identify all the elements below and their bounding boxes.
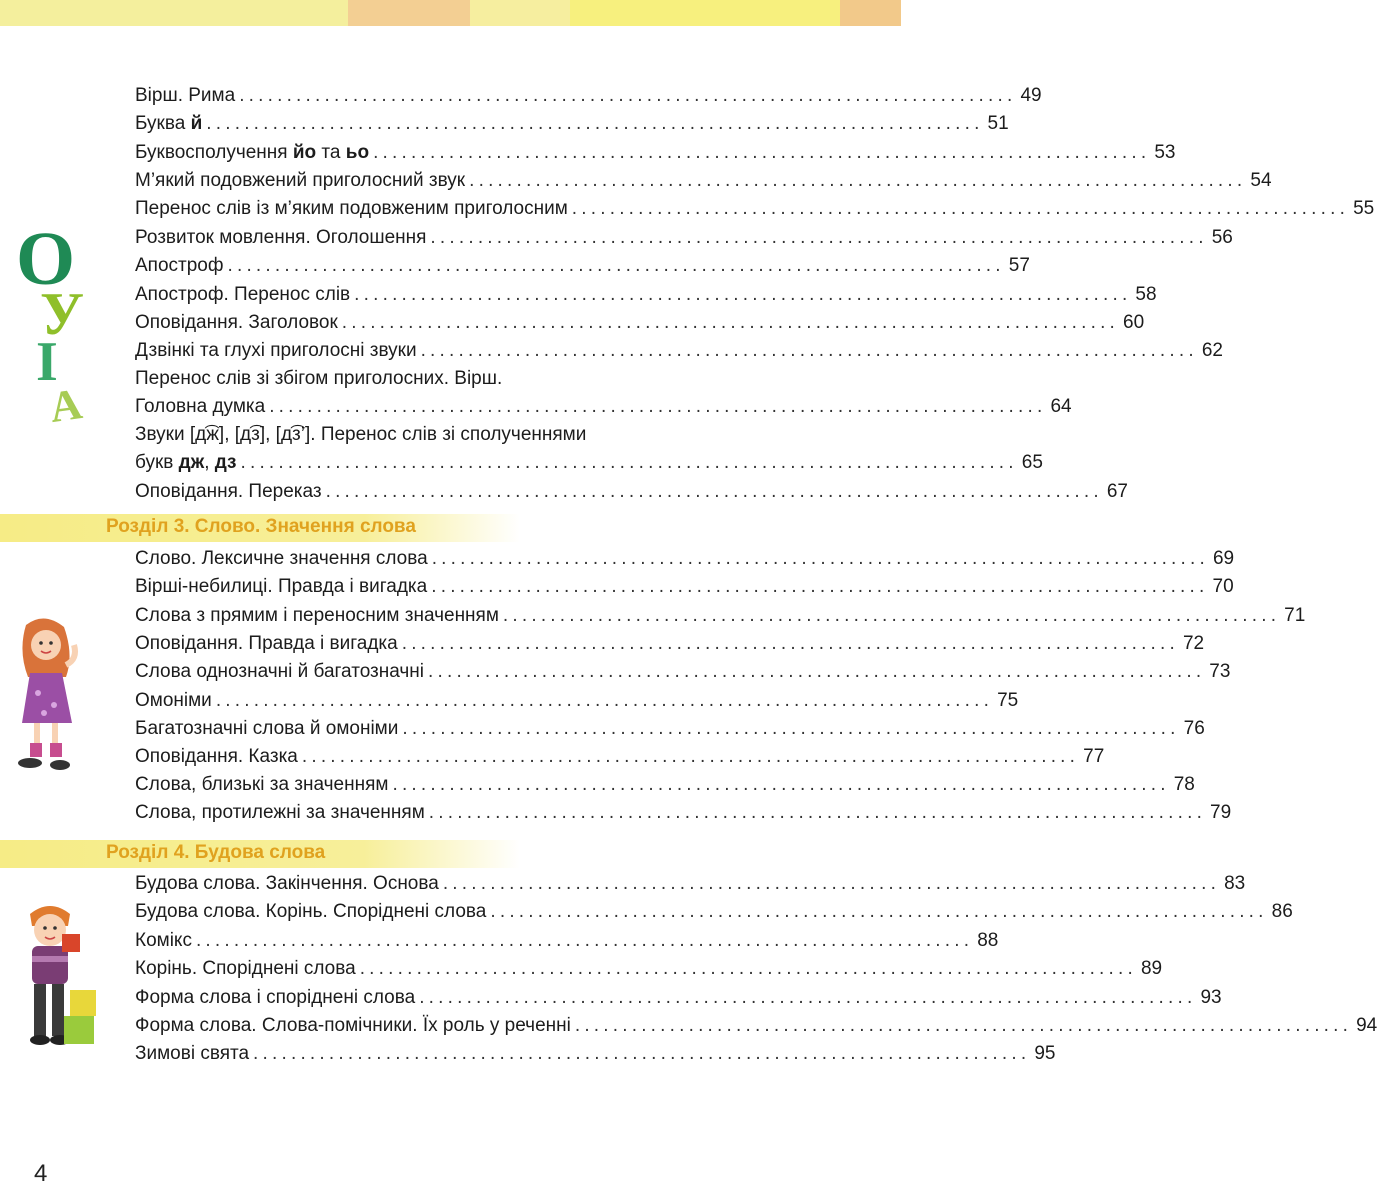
toc-item[interactable]: Буквосполучення йо та ьо .................................................................................. 53 [135,142,1176,163]
toc-item[interactable]: Оповідання. Правда і вигадка .................................................................................. 72 [135,633,1205,654]
toc-item[interactable]: Слово. Лексичне значення слова .................................................................................. 69 [135,548,1235,569]
toc-item[interactable]: Будова слова. Корінь. Споріднені слова .................................................................................. 86 [135,901,1293,922]
letter-u: У [40,281,85,347]
toc-item[interactable]: Буква й .................................................................................. 51 [135,113,1009,134]
toc-item-line1[interactable]: Звуки [д͡ж], [д͡з], [д͡з’]. Перенос слів зі сполученнями [135,424,587,445]
toc-item[interactable]: Слова, протилежні за значенням .................................................................................. 79 [135,802,1232,823]
toc-item[interactable]: М’який подовжений приголосний звук .................................................................................. 54 [135,170,1272,191]
page-number: 4 [34,1160,48,1187]
toc-item[interactable]: Головна думка .................................................................................. 64 [135,396,1072,417]
toc-item[interactable]: Форма слова і споріднені слова .................................................................................. 93 [135,987,1222,1008]
letter-a: А [46,379,86,432]
toc-item-line1[interactable]: Перенос слів зі збігом приголосних. Вірш. [135,368,503,389]
toc-item[interactable]: Будова слова. Закінчення. Основа .................................................................................. 83 [135,873,1246,894]
toc-item[interactable]: Перенос слів із м’яким подовженим приголосним .................................................................................. 55 [135,198,1375,219]
boy-with-blocks-illustration [10,900,106,1050]
toc-item[interactable]: Оповідання. Заголовок .................................................................................. 60 [135,312,1145,333]
toc-item[interactable]: Комікс .................................................................................. 88 [135,930,999,951]
toc-item[interactable]: Дзвінкі та глухі приголосні звуки .................................................................................. 62 [135,340,1223,361]
toc-item[interactable]: Слова однозначні й багатозначні .................................................................................. 73 [135,661,1231,682]
toc-item[interactable]: Зимові свята .................................................................................. 95 [135,1043,1056,1064]
toc-item[interactable]: Розвиток мовлення. Оголошення .................................................................................. 56 [135,227,1233,248]
toc-item[interactable]: Омоніми .................................................................................. 75 [135,690,1019,711]
toc-item[interactable]: Оповідання. Казка .................................................................................. 77 [135,746,1105,767]
toc-item[interactable]: Оповідання. Переказ .................................................................................. 67 [135,481,1128,502]
section-3-heading: Розділ 3. Слово. Значення слова [0,514,520,542]
top-color-band [0,0,901,26]
toc-item[interactable]: Слова з прямим і переносним значенням .................................................................................. 71 [135,605,1306,626]
toc-item[interactable]: Форма слова. Слова-помічники. Їх роль у реченні .................................................................................. 94 [135,1015,1377,1036]
letter-o: О [16,217,76,301]
toc-item[interactable]: Апостроф .................................................................................. 57 [135,255,1030,276]
toc-item[interactable]: Багатозначні слова й омоніми .................................................................................. 76 [135,718,1205,739]
toc-item[interactable]: Слова, близькі за значенням .................................................................................. 78 [135,774,1195,795]
decorative-vowel-letters [12,217,92,432]
toc-item[interactable]: Вірш. Рима .................................................................................. 49 [135,85,1042,106]
girl-illustration [8,615,86,775]
toc-item[interactable]: букв дж, дз .................................................................................. 65 [135,452,1043,473]
section-4-heading: Розділ 4. Будова слова [0,840,520,868]
toc-item[interactable]: Вірші-небилиці. Правда і вигадка .................................................................................. 70 [135,576,1234,597]
toc-item[interactable]: Апостроф. Перенос слів .................................................................................. 58 [135,284,1157,305]
toc-item[interactable]: Корінь. Споріднені слова .................................................................................. 89 [135,958,1163,979]
letter-i: І [36,331,58,393]
